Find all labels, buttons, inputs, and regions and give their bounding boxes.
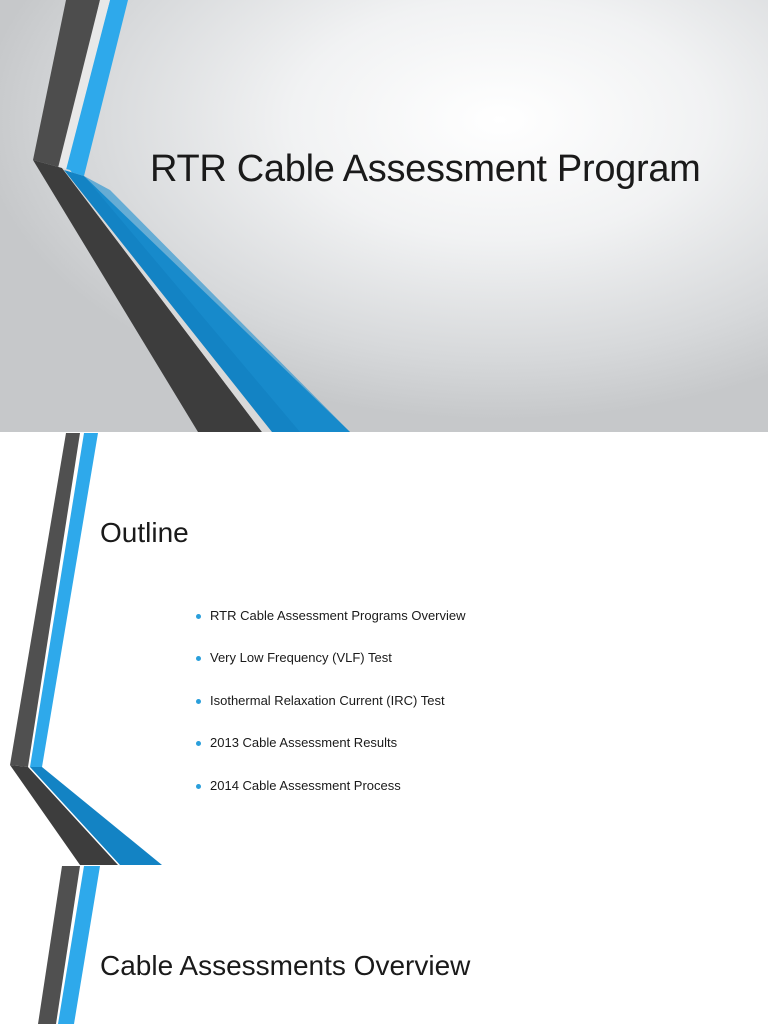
decorative-ribbon-shapes: [0, 0, 768, 432]
list-item: [196, 647, 466, 689]
outline-list: [196, 605, 466, 817]
slide-outline: [0, 433, 768, 865]
ribbon-highlight: [62, 168, 272, 432]
list-item-text: Isothermal Relaxation Current (IRC) Test: [210, 692, 445, 708]
list-item-text: RTR Cable Assessment Programs Overview: [210, 608, 466, 623]
slide-heading: Outline: [100, 517, 189, 548]
decorative-ribbon-shapes: [0, 866, 768, 1024]
slide-title: [0, 0, 768, 432]
bullet-icon: [196, 656, 201, 661]
list-item-text: 2013 Cable Assessment Results: [210, 735, 398, 751]
list-item: [196, 732, 466, 774]
list-item: [196, 690, 466, 732]
slide-overview: [0, 866, 768, 1024]
slide-heading: Cable Assessments Overview: [100, 950, 471, 981]
gray-ribbon-lower: [10, 765, 118, 865]
bullet-icon: [196, 614, 201, 619]
bullet-icon: [196, 699, 201, 704]
gray-ribbon-lower: [33, 160, 262, 432]
bullet-icon: [196, 741, 201, 746]
list-item-text: 2014 Cable Assessment Process: [210, 777, 401, 793]
bullet-icon: [196, 784, 201, 789]
list-item: [196, 775, 466, 817]
slide-title-text: RTR Cable Assessment Program: [150, 148, 701, 190]
list-item: [196, 605, 466, 647]
list-item-text: Very Low Frequency (VLF) Test: [210, 650, 392, 666]
